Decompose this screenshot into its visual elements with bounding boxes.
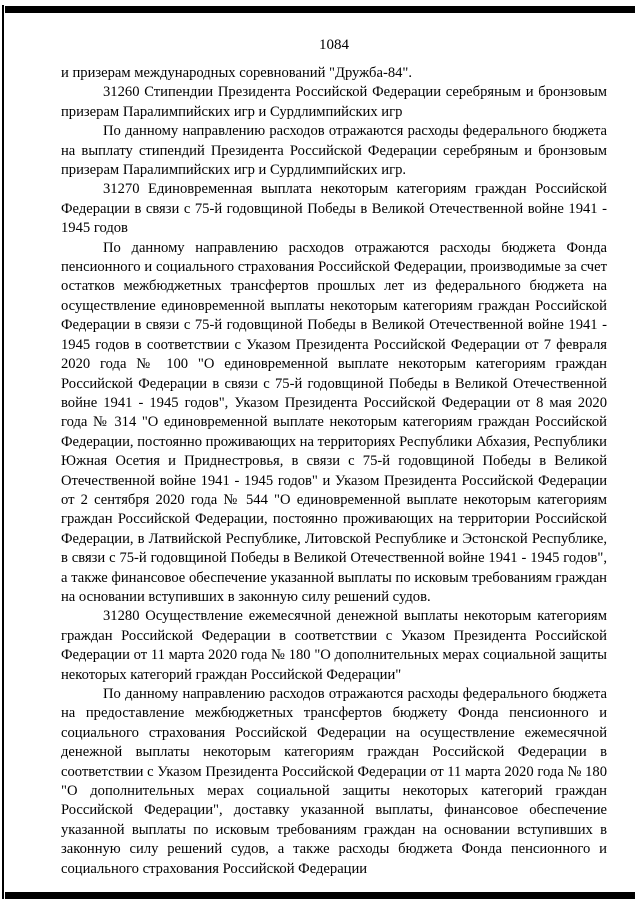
- paragraph: По данному направлению расходов отражаются расходы федерального бюджета на предоставление межбюджетных трансфертов бюджету Фонда пенсионного и социального страхования Российской Федерации на осуществление ежемесячной денежной выплаты некоторым категориям граждан Российской Федерации в соответствии с Указом Президента Российской Федерации от 11 марта 2020 года № 180 "О дополнительных мерах социальной защиты некоторых категорий граждан Российской Федерации", доставку указанной выплаты, финансовое обеспечение указанной выплаты по исковым требованиям граждан на основании вступивших в законную силу решений судов, а также расходы бюджета Фонда пенсионного и социального страхования Российской Федерации: [61, 686, 607, 877]
- page-border-bottom: [5, 892, 635, 899]
- page-border-top: [5, 6, 635, 13]
- paragraph: 31260 Стипендии Президента Российской Федерации серебряным и бронзовым призерам Паралимпийских игр и Сурдлимпийских игр: [61, 84, 607, 120]
- paragraph: 31280 Осуществление ежемесячной денежной выплаты некоторым категориям граждан Российской Федерации в соответствии с Указом Президента Российской Федерации от 11 марта 2020 года № 180 "О дополнительных мерах социальной защиты некоторых категорий граждан Российской Федерации": [61, 608, 607, 683]
- page-number: 1084: [319, 37, 349, 53]
- paragraph: и призерам международных соревнований "Дружба-84".: [61, 65, 413, 81]
- paragraph: 31270 Единовременная выплата некоторым категориям граждан Российской Федерации в связи с 75-й годовщиной Победы в Великой Отечественной войне 1941 - 1945 годов: [61, 181, 607, 237]
- paragraph: По данному направлению расходов отражаются расходы федерального бюджета на выплату стипендий Президента Российской Федерации серебряным и бронзовым призерам Паралимпийских игр и Сурдлимпийских игр.: [61, 123, 607, 179]
- page-border-left: [2, 5, 4, 899]
- paragraph: По данному направлению расходов отражаются расходы бюджета Фонда пенсионного и социального страхования Российской Федерации, производимые за счет остатков межбюджетных трансфертов прошлых лет из федерального бюджета на осуществление единовременной выплаты некоторым категориям граждан Российской Федерации в связи с 75-й годовщиной Победы в Великой Отечественной войне 1941 - 1945 годов в соответствии с Указом Президента Российской Федерации от 7 февраля 2020 года № 100 "О единовременной выплате некоторым категориям граждан Российской Федерации в связи с 75-й годовщиной Победы в Великой Отечественной войне 1941 - 1945 годов", Указом Президента Российской Федерации от 8 мая 2020 года № 314 "О единовременной выплате некоторым категориям граждан Российской Федерации, постоянно проживающих на территориях Республики Абхазия, Республики Южная Осетия и Приднестровья, в связи с 75-й годовщиной Победы в Великой Отечественной войне 1941 - 1945 годов" и Указом Президента Российской Федерации от 2 сентября 2020 года № 544 "О единовременной выплате некоторым категориям граждан Российской Федерации, постоянно проживающих на территории Российской Федерации, в Латвийской Республике, Литовской Республике и Эстонской Республике, в связи с 75-й годовщиной Победы в Великой Отечественной войне 1941 - 1945 годов", а также финансовое обеспечение указанной выплаты по исковым требованиям граждан на основании вступивших в законную силу решений судов.: [61, 239, 607, 605]
- document-body: [61, 64, 607, 879]
